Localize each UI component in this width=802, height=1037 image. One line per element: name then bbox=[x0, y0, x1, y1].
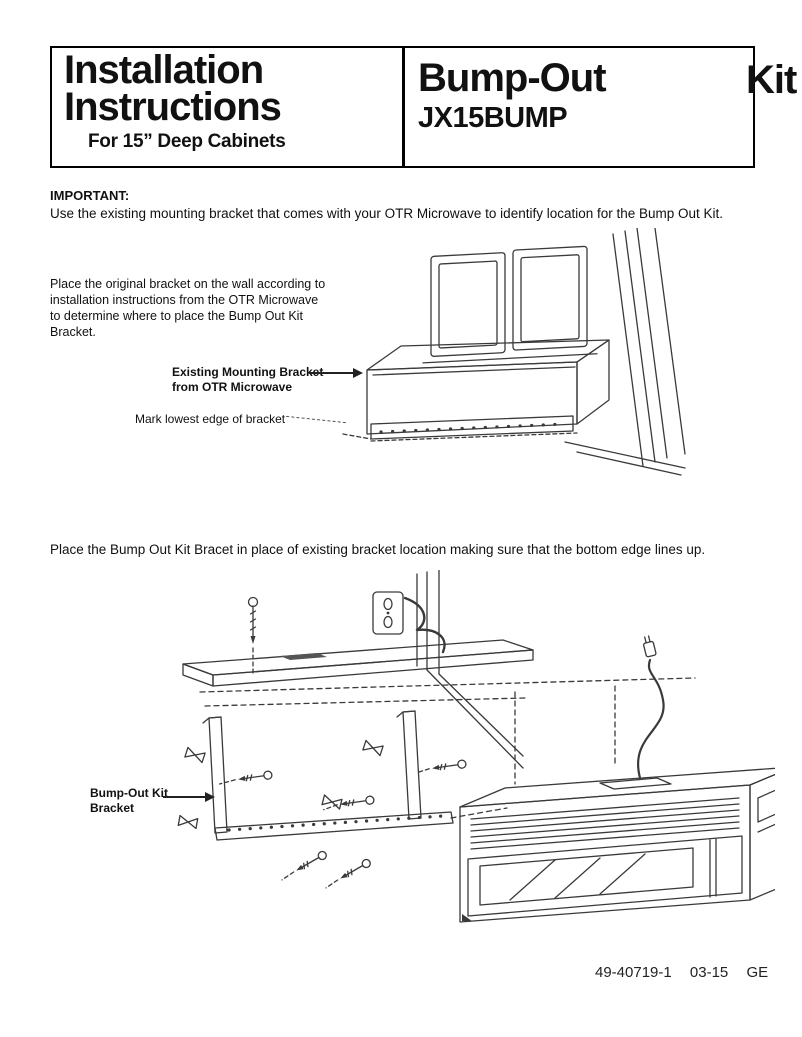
footer-part-info bbox=[595, 964, 768, 981]
existing-bracket-strip bbox=[371, 416, 573, 439]
wall-trim-lines bbox=[565, 228, 685, 475]
document-title-line1: Installation bbox=[64, 48, 264, 92]
step1-instruction: Place the original bracket on the wall according to installation instructions from the OTR Microwave to determine where to place the Bump Out Kit Bracket. bbox=[50, 277, 326, 339]
control-panel bbox=[758, 786, 775, 832]
microwave-oven bbox=[460, 767, 775, 922]
cabinet-bottom-shelf bbox=[183, 640, 533, 686]
step2-instruction: Place the Bump Out Kit Bracet in place of existing bracket location making sure that the bottom edge lines up. bbox=[50, 542, 706, 557]
mounting-screw-top bbox=[249, 598, 258, 675]
footer-brand: GE bbox=[746, 964, 769, 981]
bump-out-bracket-label bbox=[90, 786, 168, 816]
bump-out-bracket-label-line2: Bracket bbox=[90, 801, 135, 815]
document-title-line2: Instructions bbox=[64, 85, 281, 130]
microwave-foot bbox=[462, 914, 472, 921]
header-divider bbox=[402, 48, 405, 166]
product-block bbox=[418, 58, 606, 135]
existing-bracket-leader-line bbox=[309, 372, 355, 374]
bracket-microwave-figure bbox=[55, 570, 775, 950]
alignment-dashed-lines bbox=[200, 678, 695, 818]
vent-slats bbox=[471, 798, 739, 849]
existing-bracket-arrowhead bbox=[353, 368, 363, 378]
power-cord bbox=[638, 635, 664, 778]
model-number: JX15BUMP bbox=[418, 102, 568, 134]
footer-part-number: 49-40719-1 bbox=[595, 964, 672, 981]
cabinet-doors bbox=[423, 246, 597, 363]
document-subtitle: For 15” Deep Cabinets bbox=[88, 131, 286, 153]
bump-out-bracket-label-line1: Bump-Out Kit bbox=[90, 786, 168, 800]
product-title: Bump-Out bbox=[418, 56, 606, 100]
header-box bbox=[50, 46, 797, 168]
footer-date-code: 03-15 bbox=[689, 964, 729, 981]
important-label: IMPORTANT: bbox=[50, 188, 130, 203]
bump-out-bracket-arrowhead bbox=[205, 792, 215, 802]
important-text: Use the existing mounting bracket that comes with your OTR Microwave to identify location for the Bump Out Kit. bbox=[50, 206, 724, 221]
product-title-kit: Kit bbox=[746, 58, 797, 102]
bump-out-bracket-leader-line bbox=[163, 796, 207, 798]
existing-bracket-label-line2: from OTR Microwave bbox=[172, 380, 293, 394]
bump-out-kit-bracket bbox=[203, 711, 453, 840]
mark-edge-label: Mark lowest edge of bracket bbox=[135, 412, 286, 426]
existing-bracket-label-line1: Existing Mounting Bracket bbox=[172, 365, 324, 379]
wall-trim-lines bbox=[417, 570, 523, 768]
cabinet-figure bbox=[325, 228, 765, 508]
wall-outlet bbox=[373, 592, 403, 634]
document-title-block bbox=[64, 48, 286, 153]
existing-bracket-label bbox=[172, 365, 323, 395]
spring-clips bbox=[178, 740, 383, 828]
lowest-edge-dashed-line bbox=[343, 433, 577, 441]
